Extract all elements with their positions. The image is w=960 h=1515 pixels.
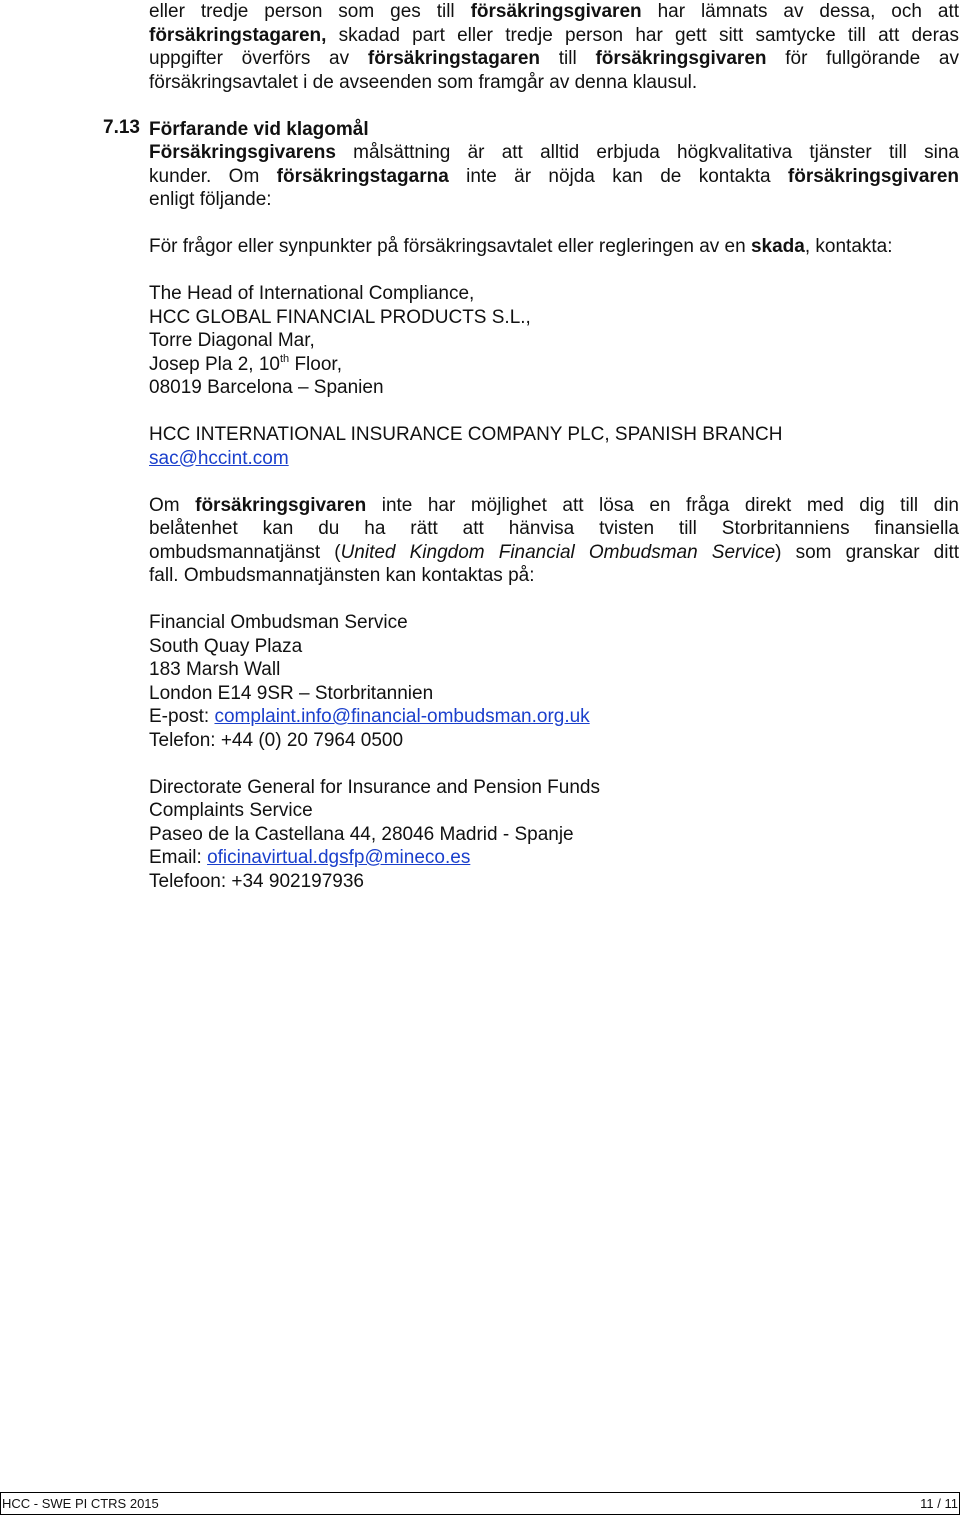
footer-doc-id: HCC - SWE PI CTRS 2015 — [2, 1496, 159, 1511]
address-line: Paseo de la Castellana 44, 28046 Madrid - Spanje — [149, 823, 574, 845]
address-line: Telefon: +44 (0) 20 7964 0500 — [149, 729, 404, 751]
fos-address-block — [149, 611, 959, 752]
hcc-branch-block — [149, 423, 959, 470]
address-line: Email: oficinavirtual.dgsfp@mineco.es — [149, 847, 471, 868]
address-line: Complaints Service — [149, 800, 313, 821]
contact-instruction: För frågor eller synpunkter på försäkringsavtalet eller regleringen av en skada, kontakta: — [149, 236, 893, 257]
ombudsman-paragraph — [149, 494, 959, 588]
section-line: Försäkringsgivarens målsättning är att alltid erbjuda högkvalitativa tjänster till sina — [149, 142, 959, 163]
address-line: Directorate General for Insurance and Pension Funds — [149, 776, 600, 798]
intro-paragraph — [149, 0, 959, 94]
address-line: Financial Ombudsman Service — [149, 612, 408, 633]
address-line: Josep Pla 2, 10th Floor, — [149, 352, 342, 375]
intro-line: försäkringstagaren, skadad part eller tredje person har gett sitt samtycke till att deras — [149, 24, 959, 46]
fos-email-link[interactable]: complaint.info@financial-ombudsman.org.uk — [214, 706, 590, 727]
dgs-address-block — [149, 776, 959, 894]
section-number: 7.13 — [103, 117, 140, 138]
address-line: The Head of International Compliance, — [149, 283, 475, 304]
document-body — [149, 0, 959, 893]
address-line: 183 Marsh Wall — [149, 659, 281, 680]
address-line: Torre Diagonal Mar, — [149, 330, 315, 351]
section-title: Förfarande vid klagomål — [149, 118, 369, 140]
address-line: E-post: complaint.info@financial-ombudsman.org.uk — [149, 706, 590, 727]
address-line: HCC GLOBAL FINANCIAL PRODUCTS S.L., — [149, 306, 531, 328]
address-line: London E14 9SR – Storbritannien — [149, 682, 434, 704]
ombudsman-line: ombudsmannatjänst (United Kingdom Financial Ombudsman Service) som granskar ditt — [149, 541, 960, 563]
ombudsman-line: Om försäkringsgivaren inte har möjlighet att lösa en fråga direkt med dig till din — [149, 494, 959, 516]
page-footer — [0, 1492, 960, 1515]
hcc-address-block — [149, 282, 959, 400]
footer-divider — [0, 1493, 1, 1515]
section-line: kunder. Om försäkringstagarna inte är nöjda kan de kontakta försäkringsgivaren — [149, 165, 959, 187]
dgs-email-link[interactable]: oficinavirtual.dgsfp@mineco.es — [207, 847, 471, 868]
section-paragraph — [149, 141, 959, 212]
ombudsman-line: fall. Ombudsmannatjänsten kan kontaktas på: — [149, 565, 535, 586]
address-line: South Quay Plaza — [149, 635, 303, 657]
hcc-email-link[interactable]: sac@hccint.com — [149, 447, 289, 469]
footer-page-number: 11 / 11 — [920, 1496, 958, 1511]
address-line: 08019 Barcelona – Spanien — [149, 377, 384, 398]
intro-line: försäkringsavtalet i de avseenden som framgår av denna klausul. — [149, 71, 698, 93]
section-line: enligt följande: — [149, 189, 272, 210]
address-line: Telefoon: +34 902197936 — [149, 870, 365, 892]
intro-line: uppgifter överförs av försäkringstagaren till försäkringsgivaren för fullgörande av — [149, 48, 960, 69]
intro-line: eller tredje person som ges till försäkringsgivaren har lämnats av dessa, och att — [149, 1, 959, 22]
branch-name: HCC INTERNATIONAL INSURANCE COMPANY PLC, SPANISH BRANCH — [149, 424, 783, 445]
ombudsman-line: belåtenhet kan du ha rätt att hänvisa tvisten till Storbritanniens finansiella — [149, 518, 959, 539]
